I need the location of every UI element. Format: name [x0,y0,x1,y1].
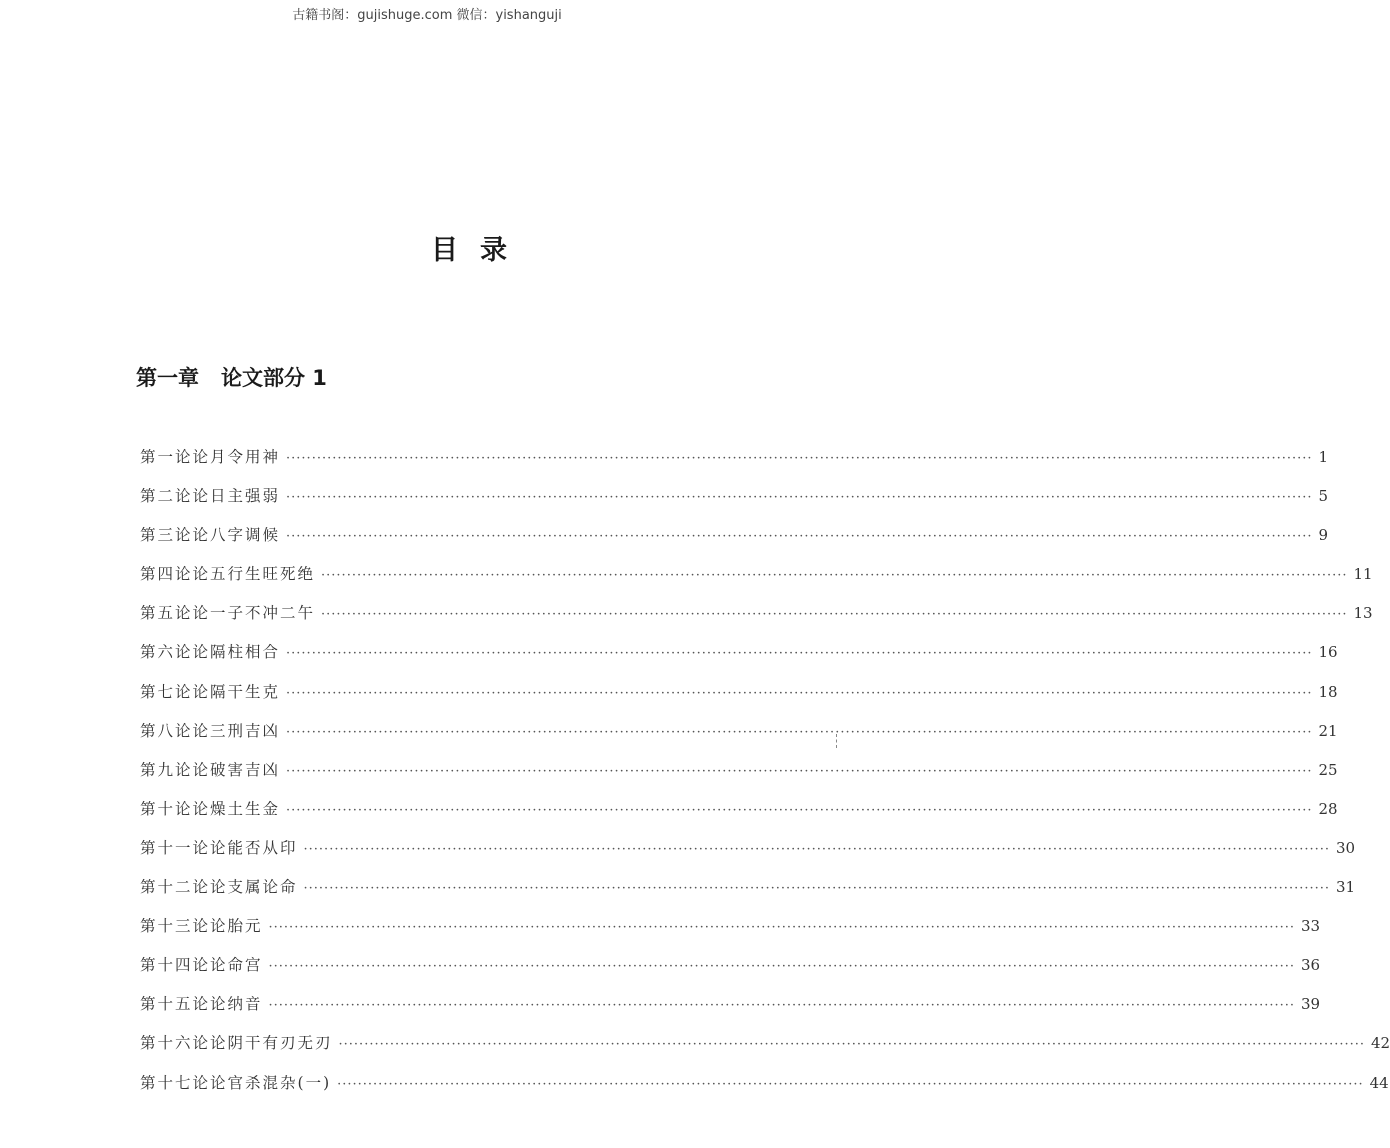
toc-entry[interactable] [140,601,1373,640]
toc-entry-number: 第十一论 [140,838,211,857]
toc-entry-page: 31 [1336,878,1356,897]
toc-entry-number: 第十六论 [140,1034,211,1053]
toc-leader-dots: ········································································································································································································ [321,568,1348,584]
toc-entry-title: 论隔干生克 [192,682,281,701]
toc-entry[interactable] [140,758,1338,797]
toc-entry-number: 第四论 [140,565,193,584]
table-of-contents [140,445,1390,1110]
toc-entry[interactable] [140,836,1356,875]
toc-entry-page: 21 [1318,721,1338,740]
toc-entry-page: 33 [1301,917,1321,936]
toc-entry-number: 第二论 [140,487,193,506]
toc-entry-title: 论日主强弱 [192,487,281,506]
toc-entry-title: 论官杀混杂(一) [210,1073,332,1092]
toc-entry-title: 论一子不冲二午 [192,604,316,623]
toc-entry-number: 第五论 [140,604,193,623]
toc-leader-dots: ········································································································································································································ [303,881,1330,897]
toc-leader-dots: ········································································································································································································ [286,724,1313,740]
toc-entry-number: 第九论 [140,760,193,779]
toc-entry-page: 44 [1369,1073,1389,1092]
toc-entry-page: 25 [1318,760,1338,779]
toc-leader-dots: ········································································································································································································ [286,802,1313,818]
toc-entry[interactable] [140,953,1321,992]
toc-entry[interactable] [140,680,1338,719]
toc-entry-number: 第十论 [140,799,193,818]
toc-entry-page: 28 [1318,799,1338,818]
toc-entry-title: 论支属论命 [210,878,298,897]
toc-entry[interactable] [140,914,1321,953]
toc-leader-dots: ········································································································································································································ [268,959,1295,975]
toc-entry[interactable] [140,875,1356,914]
toc-entry[interactable] [140,719,1338,758]
toc-entry[interactable] [140,797,1338,836]
toc-entry-number: 第十四论 [140,956,211,975]
toc-entry-page: 11 [1353,565,1373,584]
page-header-watermark: 古籍书阁：gujishuge.com 微信：yishanguji [292,8,562,23]
toc-entry-title: 论月令用神 [192,448,281,466]
toc-entry-page: 16 [1318,643,1338,662]
toc-leader-dots: ········································································································································································································ [303,841,1330,857]
toc-entry[interactable] [140,992,1321,1031]
toc-entry[interactable] [140,1031,1390,1070]
toc-entry-page: 18 [1318,682,1338,701]
toc-leader-dots: ········································································································································································································ [338,1037,1365,1053]
toc-entry-number: 第三论 [140,526,193,545]
toc-entry-title: 论燥土生金 [192,799,281,818]
toc-entry[interactable] [140,562,1373,601]
toc-entry-title: 论八字调候 [192,526,281,545]
toc-leader-dots: ········································································································································································································ [321,607,1348,623]
toc-entry-title: 论纳音 [210,995,263,1014]
toc-entry[interactable] [140,484,1329,523]
chapter-title: 论文部分 1 [221,366,327,390]
toc-entry-title: 论隔柱相合 [192,643,281,662]
toc-leader-dots: ········································································································································································································ [286,685,1313,701]
toc-entry[interactable] [140,445,1329,484]
toc-entry-number: 第十五论 [140,995,211,1014]
toc-entry-number: 第一论 [140,448,193,466]
toc-entry-page: 30 [1336,838,1356,857]
toc-entry-page: 5 [1318,487,1329,506]
toc-entry-number: 第十七论 [140,1073,211,1092]
toc-leader-dots: ········································································································································································································ [286,451,1313,466]
toc-leader-dots: ········································································································································································································ [286,529,1313,545]
toc-entry-number: 第十二论 [140,878,211,897]
toc-entry-page: 1 [1318,448,1329,466]
toc-entry-title: 论能否从印 [210,838,298,857]
toc-entry-number: 第六论 [140,643,193,662]
toc-entry-number: 第七论 [140,682,193,701]
toc-leader-dots: ········································································································································································································ [286,646,1313,662]
margin-mark [836,734,839,748]
toc-entry[interactable] [140,523,1329,562]
toc-leader-dots: ········································································································································································································ [337,1076,1364,1092]
toc-leader-dots: ········································································································································································································ [268,998,1295,1014]
toc-entry[interactable] [140,640,1338,679]
toc-entry-number: 第十三论 [140,917,211,936]
toc-entry-title: 论胎元 [210,917,263,936]
chapter-heading [136,362,327,392]
toc-entry-page: 36 [1301,956,1321,975]
toc-entry-title: 论破害吉凶 [192,760,281,779]
toc-entry-page: 39 [1301,995,1321,1014]
toc-entry-number: 第八论 [140,721,193,740]
toc-entry-title: 论三刑吉凶 [192,721,281,740]
toc-entry-page: 13 [1353,604,1373,623]
toc-entry-page: 42 [1371,1034,1390,1053]
toc-entry-title: 论阴干有刃无刃 [210,1034,333,1053]
toc-entry-page: 9 [1318,526,1329,545]
toc-leader-dots: ········································································································································································································ [268,920,1295,936]
page-title: 目录 [431,235,529,266]
toc-entry[interactable] [140,1071,1389,1110]
toc-entry-title: 论命宫 [210,956,263,975]
toc-entry-title: 论五行生旺死绝 [192,565,316,584]
toc-leader-dots: ········································································································································································································ [286,763,1313,779]
toc-leader-dots: ········································································································································································································ [286,490,1313,506]
chapter-number: 第一章 [136,366,199,390]
